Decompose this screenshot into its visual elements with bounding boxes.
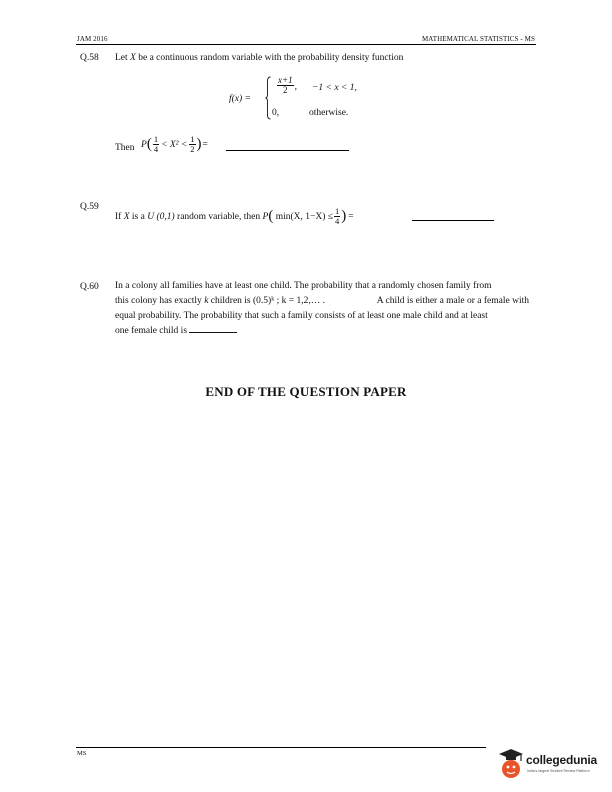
collegedunia-logo	[496, 747, 606, 783]
pdf-brace	[265, 76, 271, 120]
end-of-paper-heading: END OF THE QUESTION PAPER	[205, 384, 407, 399]
pdf-case2-condition: otherwise.	[309, 108, 349, 118]
footer-code: MS	[77, 750, 87, 757]
pdf-lhs: f(x) =	[229, 94, 251, 104]
question-number-58: Q.58	[80, 53, 99, 63]
question-59-answer-blank	[412, 220, 494, 221]
question-58-probability-expression: P ( $\frac{1}{4}$ < X² < $\frac{1}{2}$ ) =	[141, 134, 208, 154]
question-60-line-2: this colony has exactly k children is (0.5)ᵏ ; k = 1,2,… . A child is either a male or a female with	[115, 296, 529, 306]
question-60-line-3: equal probability. The probability that such a family consists of at least one male child and at least	[115, 311, 488, 321]
question-58-then: Then	[115, 143, 135, 153]
question-60-answer-blank	[189, 332, 237, 333]
question-58-answer-blank	[226, 150, 349, 151]
question-60-line-1: In a colony all families have at least one child. The probability that a randomly chosen family from	[115, 281, 492, 291]
question-58-intro: Let X be a continuous random variable with the probability density function	[115, 53, 404, 63]
footer-rule	[76, 747, 486, 748]
graduate-cap-icon	[496, 747, 526, 781]
logo-tagline: India's largest Student Review Platform	[527, 769, 590, 773]
header-rule	[76, 44, 536, 45]
question-59-text: If X is a U (0,1) random variable, then P ( min(X, 1−X) ≤ $\frac{1}{4}$ ) =	[115, 206, 354, 226]
question-number-60: Q.60	[80, 282, 99, 292]
header-exam-label: JAM 2016	[77, 35, 108, 43]
question-60-line-4: one female child is	[115, 324, 529, 339]
header-subject-label: MATHEMATICAL STATISTICS - MS	[421, 35, 535, 43]
question-number-59: Q.59	[80, 202, 99, 212]
pdf-case1-fraction: $\frac{x+1}{2}$ ,	[278, 75, 297, 95]
logo-wordmark: collegedunia	[526, 753, 597, 767]
question-60-paragraph	[115, 279, 529, 339]
pdf-case1-condition: −1 < x < 1,	[312, 83, 357, 93]
pdf-case2-value: 0,	[272, 108, 280, 118]
